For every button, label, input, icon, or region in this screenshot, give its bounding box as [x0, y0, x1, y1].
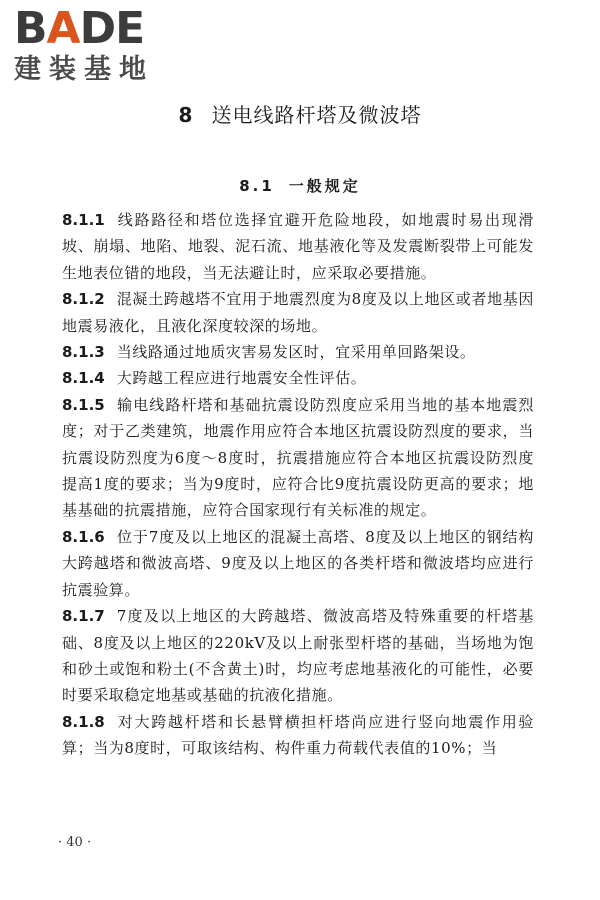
clause-8-1-2	[62, 286, 534, 339]
clause-8-1-7	[62, 603, 534, 709]
clause-number: 8.1.8	[62, 712, 105, 731]
page-number: · 40 ·	[58, 835, 92, 850]
logo-wordmark	[14, 3, 184, 54]
clause-number: 8.1.1	[62, 211, 105, 229]
clause-8-1-3	[62, 339, 534, 365]
clause-text: 输电线路杆塔和基础抗震设防烈度应采用当地的基本地震烈度；对于乙类建筑，地震作用应符合本地区抗震设防烈度的要求，当抗震设防烈度为6度～8度时，抗震措施应符合本地区抗震设防烈度提高1度的要求；当为9度时，应符合比9度抗震设防更高的要求；地基基础的抗震措施，应符合国家现行有关标准的规定。	[62, 395, 534, 520]
clause-text: 对大跨越杆塔和长悬臂横担杆塔尚应进行竖向地震作用验算；当为8度时，可取该结构、构件重力荷载代表值的10%；当	[62, 712, 534, 758]
clause-text: 当线路通过地质灾害易发区时，宜采用单回路架设。	[116, 343, 476, 362]
clause-number: 8.1.4	[62, 369, 105, 388]
clause-number: 8.1.3	[62, 343, 105, 362]
section-heading	[0, 174, 600, 198]
clause-number: 8.1.6	[62, 527, 105, 546]
clause-text: 7度及以上地区的大跨越塔、微波高塔及特殊重要的杆塔基础、8度及以上地区的220kV及以上耐张型杆塔的基础，当场地为饱和砂土或饱和粉土(不含黄土)时，均应考虑地基液化的可能性，必要时要采取稳定地基或基础的抗液化措施。	[62, 607, 534, 705]
clause-8-1-5	[62, 392, 534, 524]
logo-letters-de: DE	[79, 3, 145, 54]
chapter-title-text: 送电线路杆塔及微波塔	[211, 103, 422, 127]
logo-letter-a: A	[46, 3, 80, 54]
clause-8-1-8	[62, 709, 534, 762]
chapter-heading	[0, 101, 600, 129]
logo-chinese-name: 建装基地	[14, 54, 154, 85]
section-number: 8.1	[239, 177, 275, 195]
clause-8-1-4	[62, 365, 534, 391]
clause-text: 大跨越工程应进行地震安全性评估。	[116, 369, 367, 388]
brand-logo	[14, 3, 184, 86]
chapter-number: 8	[178, 103, 194, 127]
clause-text: 混凝土跨越塔不宜用于地震烈度为8度及以上地区或者地基因地震易液化，且液化深度较深的场地。	[62, 290, 534, 335]
logo-letter-b: B	[14, 3, 47, 54]
clause-8-1-6	[62, 524, 534, 603]
clause-number: 8.1.2	[62, 290, 105, 309]
clause-list	[62, 207, 534, 762]
clause-8-1-1	[62, 207, 534, 286]
clause-text: 位于7度及以上地区的混凝土高塔、8度及以上地区的钢结构大跨越塔和微波高塔、9度及以上地区的各类杆塔和微波塔均应进行抗震验算。	[62, 527, 534, 599]
clause-number: 8.1.5	[62, 395, 105, 414]
section-title-text: 一般规定	[288, 177, 361, 195]
clause-text: 线路路径和塔位选择宜避开危险地段，如地震时易出现滑坡、崩塌、地陷、地裂、泥石流、地基液化等及发震断裂带上可能发生地表位错的地段，当无法避让时，应采取必要措施。	[62, 211, 534, 282]
clause-number: 8.1.7	[62, 607, 105, 626]
